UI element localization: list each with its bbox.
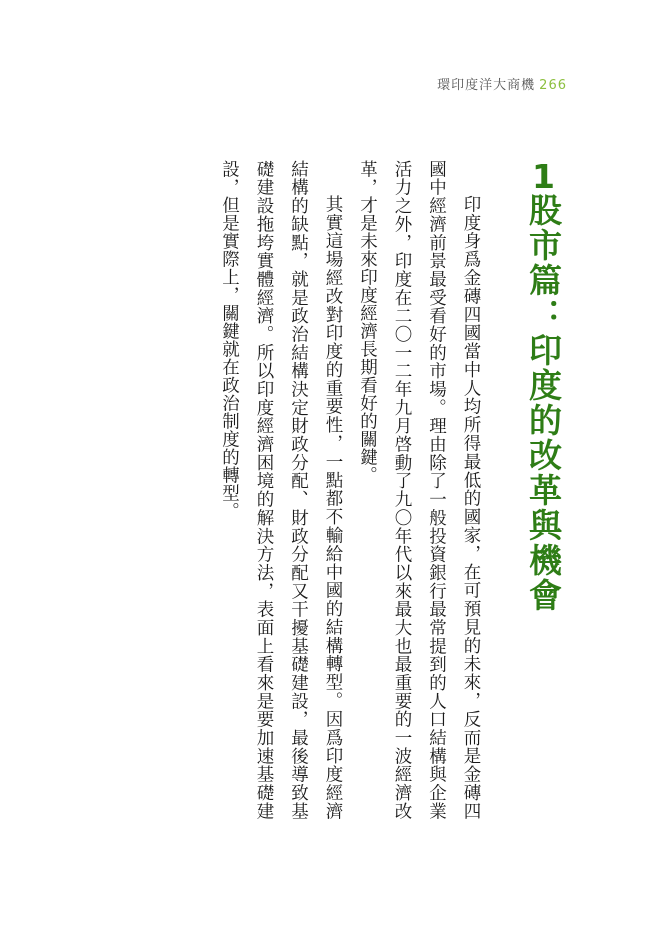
body-text (219, 160, 488, 820)
chapter-number: 1 (532, 160, 555, 193)
running-header (437, 74, 567, 93)
paragraph: 印度身爲金磚四國當中人均所得最低的國家，在可預見的未來，反而是金磚四國中經濟前景最受看好的市場。理由除了一般投資銀行最常提到的人口結構與企業活力之外，印度在二〇一二年九月啓動了九〇年代以來最大也最重要的一波經濟改革，才是未來印度經濟長期看好的關鍵。 (357, 160, 481, 820)
paragraph: 其實這場經改對印度的重要性，一點都不輸給中國的結構轉型。因爲印度經濟結構的缺點，就是政治結構決定財政分配、財政分配又干擾基礎建設，最後導致基礎建設拖垮實體經濟。所以印度經濟困境的解決方法，表面上看來是要加速基礎建設，但是實際上，關鍵就在政治制度的轉型。 (219, 160, 343, 820)
chapter-title: 股市篇：印度的改革與機會 (524, 193, 563, 613)
book-title: 環印度洋大商機 (437, 78, 536, 93)
page-number: 266 (539, 78, 567, 93)
chapter-heading (521, 160, 565, 613)
